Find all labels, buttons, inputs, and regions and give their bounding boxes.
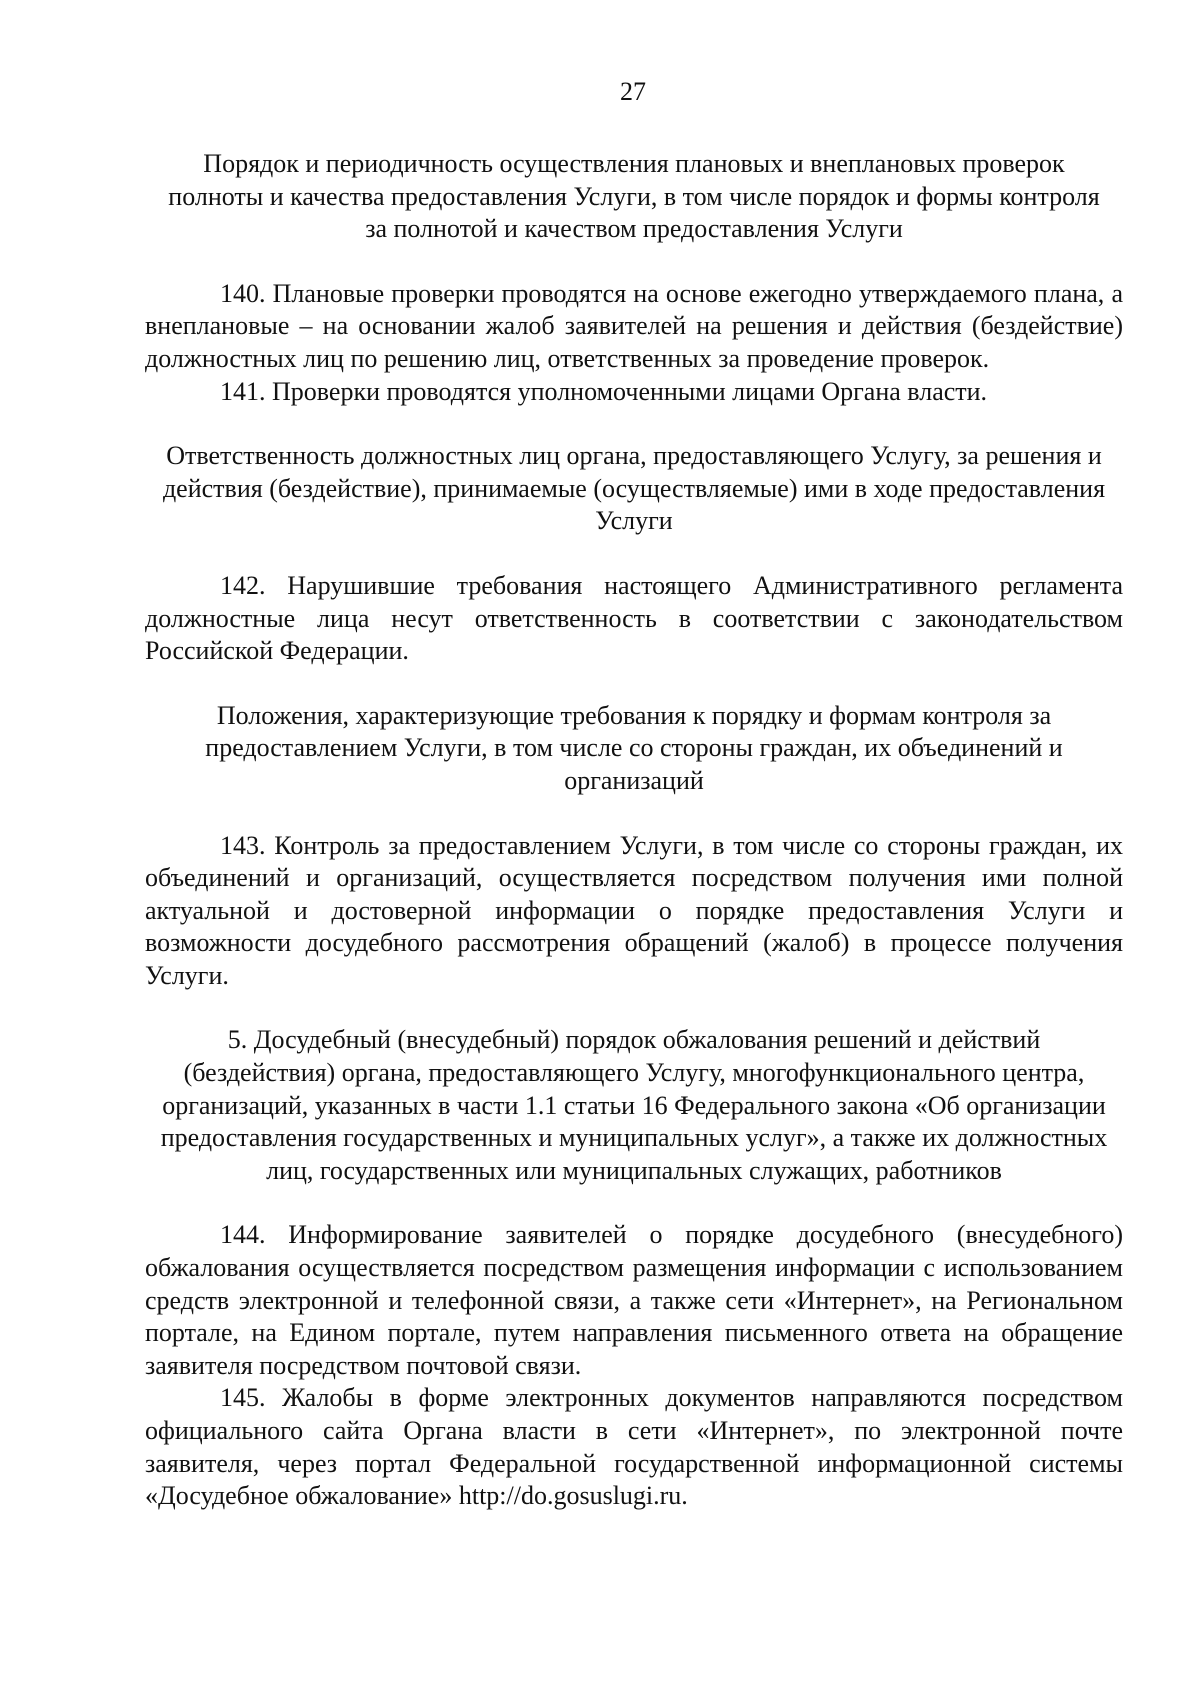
section-heading-inspections: Порядок и периодичность осуществления плановых и внеплановых проверок полноты и качества предоставления Услуги, в том числе порядок и формы контроля за полнотой и качеством предоставления Услуги bbox=[168, 149, 1100, 244]
paragraph-140: 140. Плановые проверки проводятся на основе ежегодно утверждаемого плана, а внеплановые – на основании жалоб заявителей на решения и действия (бездействие) должностных лиц по решению лиц, ответственных за проведение проверок. bbox=[145, 278, 1123, 373]
page-number: 27 bbox=[620, 77, 646, 106]
paragraph-141: 141. Проверки проводятся уполномоченными лицами Органа власти. bbox=[220, 376, 988, 406]
section-heading-pretrial-appeal: 5. Досудебный (внесудебный) порядок обжалования решений и действий (бездействия) органа, предоставляющего Услугу, многофункционального центра, организаций, указанных в части 1.1 статьи 16 Федерального закона «Об организации предоставления государственных и муниципальных услуг», а также их должностных лиц, государственных или муниципальных служащих, работников bbox=[160, 1025, 1108, 1185]
paragraph-145: 145. Жалобы в форме электронных документов направляются посредством официального сайта Органа власти в сети «Интернет», по электронной почте заявителя, через портал Федеральной государственной информационной системы «Досудебное обжалование» http://do.gosuslugi.ru. bbox=[145, 1383, 1123, 1511]
section-heading-control-provisions: Положения, характеризующие требования к порядку и формам контроля за предоставлением Услуги, в том числе со стороны граждан, их объединений и организаций bbox=[205, 700, 1063, 795]
paragraph-143: 143. Контроль за предоставлением Услуги, в том числе со стороны граждан, их объединений и организаций, осуществляется посредством получения ими полной актуальной и достоверной информации о порядке предоставления Услуги и возможности досудебного рассмотрения обращений (жалоб) в процессе получения Услуги. bbox=[145, 830, 1123, 990]
paragraph-144: 144. Информирование заявителей о порядке досудебного (внесудебного) обжалования осуществляется посредством размещения информации с использованием средств электронной и телефонной связи, а также сети «Интернет», на Региональном портале, на Едином портале, путем направления письменного ответа на обращение заявителя посредством почтовой связи. bbox=[145, 1220, 1123, 1380]
section-heading-responsibility: Ответственность должностных лиц органа, предоставляющего Услугу, за решения и действия (бездействие), принимаемые (осуществляемые) ими в ходе предоставления Услуги bbox=[162, 441, 1106, 536]
paragraph-142: 142. Нарушившие требования настоящего Административного регламента должностные лица несут ответственность в соответствии с законодательством Российской Федерации. bbox=[145, 570, 1123, 666]
document-body bbox=[145, 148, 1123, 1513]
